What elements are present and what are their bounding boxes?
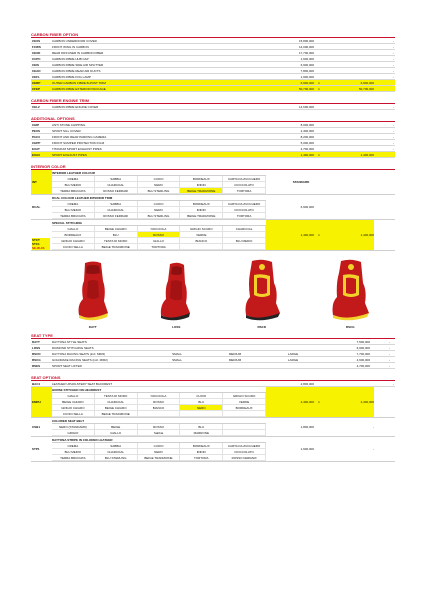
color-cell — [180, 411, 223, 417]
csb1-end: - — [373, 425, 374, 429]
color-cell: BLU — [180, 399, 223, 405]
option-price: 2,400,000 — [300, 128, 314, 133]
seat-size-small: SMALL — [172, 357, 182, 362]
option-code: CEXD — [32, 50, 41, 55]
option-price: 8,200,000 — [300, 134, 314, 139]
seat-type-price: 7,700,000 — [356, 351, 370, 356]
color-cell — [223, 411, 266, 417]
option-code: EXAT — [32, 146, 40, 151]
bac1-price: 2,800,000 — [300, 381, 314, 386]
color-cell: CHARCOAL — [95, 399, 138, 405]
color-cell: BLU — [95, 232, 138, 238]
color-cell: BEIGE CHIARO — [52, 399, 95, 405]
option-price: 1,900,000 — [300, 74, 314, 79]
option-price: 6,900,000 — [300, 62, 314, 67]
seat-type-code: RSES — [32, 363, 41, 368]
color-cell: BLU MEDIO — [52, 207, 95, 213]
section-title-carbon-engine: CARBON FIBER ENGINE TRIM — [31, 98, 395, 104]
color-cell: TORTORA — [223, 213, 266, 219]
seat-type-code: RSCD — [32, 351, 41, 356]
option-desc: CARBON FIBRE SIDE AIR SPLITTER — [52, 62, 104, 67]
seat-type-price: 4,600,000 — [356, 357, 370, 362]
emph-block — [31, 387, 395, 418]
color-cell: BEIGE CHIARO — [95, 405, 138, 411]
interior-leather-block — [31, 170, 395, 195]
emph-header: HORSE STITCHED ON HEADREST — [52, 387, 266, 393]
option-price: 15,800,000 — [298, 38, 314, 43]
color-cell: CHARCOAL — [95, 182, 138, 188]
option-price: 8,000,000 — [300, 122, 314, 127]
color-cell: CUOIO SELLA — [52, 244, 95, 250]
option-code: EXA3 — [32, 152, 40, 157]
dual-price: 6,900,000 — [300, 205, 314, 209]
option-price: 1,600,000 — [300, 56, 314, 61]
option-desc: ANTI STONE CHIPPING — [52, 122, 86, 127]
option-price: 14,000,000 — [298, 44, 314, 49]
seat-size-large: LARGE — [287, 351, 299, 356]
color-cell — [223, 244, 266, 250]
option-end: - — [393, 74, 394, 79]
int-code: INT — [31, 170, 52, 194]
seat-rscg-icon — [327, 259, 373, 323]
color-cell: BEIGE TRADIZIONE — [138, 455, 181, 461]
color-cell: BEIGE — [95, 424, 138, 430]
color-cell: TERRA BRUCIATA — [52, 188, 95, 194]
option-desc: CARBON FIBRE EXTERIOR PACKAGE — [52, 86, 106, 91]
option-desc: OUTER CARBON FIBRE B-POST TRIM — [52, 80, 106, 85]
option-end: - — [393, 128, 394, 133]
seat-type-end: - — [389, 339, 390, 344]
option-code: CFEP — [32, 86, 41, 91]
option-qty: 1 — [318, 80, 320, 85]
dual-header: DUAL COLOUR LEATHER INTERIOR TRIM — [52, 195, 266, 201]
seat-type-desc: SPORT SEAT LIFTER — [52, 363, 82, 368]
color-cell: GIALLO — [52, 393, 95, 399]
option-row — [31, 104, 395, 110]
color-cell: IRIDIO — [180, 182, 223, 188]
int-header: INTERIOR LEATHER COLOUR — [52, 170, 266, 176]
color-cell: GIALLO — [95, 430, 138, 436]
stp1-code: STP1 — [32, 447, 40, 451]
color-cell: Sabbia — [138, 430, 181, 436]
color-cell: ROSSO — [138, 232, 181, 238]
seat-type-price: 7,500,000 — [356, 339, 370, 344]
option-end: - — [393, 134, 394, 139]
color-cell: CIOCCOLATO — [223, 207, 266, 213]
seat-picture-dayt — [73, 261, 113, 329]
option-desc: SPORT EXHAUST PIPES — [52, 152, 87, 157]
option-code: CEAD — [32, 68, 41, 73]
seat-picture-rscd — [240, 259, 284, 329]
seat-label-rscd: RSCD — [257, 325, 266, 329]
seat-type-row — [31, 363, 395, 369]
color-cell: NERO — [138, 207, 181, 213]
option-price: 5,000,000 — [300, 140, 314, 145]
seat-type-end: - — [389, 357, 390, 362]
csb1-code: CSB1 — [32, 425, 41, 429]
seat-size-medium: MEDIUM — [228, 351, 242, 356]
stitch-header: SPECIAL STITCHING — [52, 220, 266, 226]
color-cell: BLU MEDIO — [223, 238, 266, 244]
color-cell: ROSSO FERRARI — [223, 455, 266, 461]
stitch-color-grid — [52, 226, 266, 250]
emph-total: 2,400,000 — [324, 387, 374, 417]
option-price: 14,600,000 — [298, 104, 314, 109]
dual-color-grid — [52, 201, 266, 219]
option-price: 4,700,000 — [300, 146, 314, 151]
stp1-price: 1,600,000 — [300, 447, 314, 451]
emph-code: EMPH — [31, 387, 52, 417]
option-code: CEFL — [32, 74, 40, 79]
color-cell: BLU STERLING — [138, 188, 181, 194]
stitch-total: 1,400,000 — [324, 220, 374, 250]
seat-type-code: LOSS — [32, 345, 41, 350]
option-desc: TITANIUM SPORT EXHAUST PIPES — [52, 146, 102, 151]
color-cell: GIALLO — [52, 226, 95, 232]
color-cell: NERO — [138, 182, 181, 188]
bac1-end: - — [393, 381, 394, 386]
seat-type-end: - — [389, 363, 390, 368]
option-end: - — [393, 38, 394, 43]
color-cell: GRIGIO CHIARO — [52, 238, 95, 244]
color-cell: BEIGE CHIARO — [95, 226, 138, 232]
color-cell: GRIGIO CHIARO — [52, 405, 95, 411]
option-desc: CARBON FIBRE HUB CAP — [52, 56, 89, 61]
bac1-desc: LEATHER UPHOLSTERY SEAT BACKREST — [52, 381, 113, 386]
section-title-interior: INTERIOR COLOR — [31, 164, 395, 170]
color-cell: CARTA DA ZUCCHERO — [223, 201, 266, 207]
color-cell: CARTA DA ZUCCHERO — [223, 443, 266, 449]
seat-rscd-icon — [240, 259, 284, 323]
option-desc: FRONT SUMPER PROTECTION FILM — [52, 140, 105, 145]
csb1-block — [31, 418, 395, 437]
option-qty: 1 — [318, 86, 320, 91]
color-cell: TERRA BRUCIATA — [52, 455, 95, 461]
color-cell: BIANCO — [138, 405, 181, 411]
stitch-qty: 1 — [314, 220, 324, 250]
option-row — [31, 152, 395, 158]
seat-label-dayt: DAYT — [88, 325, 97, 329]
option-row — [31, 86, 395, 92]
color-cell: BEIGE TRADIZIONE — [95, 244, 138, 250]
option-price: 1,400,000 — [300, 152, 314, 157]
stitch-code-3: SE-W-4S — [32, 246, 50, 250]
option-price: 6,900,000 — [300, 80, 314, 85]
color-cell: NERO — [180, 405, 223, 411]
color-cell: VERDE — [180, 232, 223, 238]
seat-type-end: - — [389, 351, 390, 356]
color-cell: CUOIO — [180, 393, 223, 399]
color-cell — [180, 244, 223, 250]
option-code: PEXS — [32, 128, 41, 133]
option-desc: CARBON UNDERDOOR COVER — [52, 38, 97, 43]
seat-type-desc: DAYTONA RACING SEATS (incl. MIR2) — [52, 351, 106, 356]
int-color-grid — [52, 176, 266, 194]
color-cell: BORDEAUX — [180, 201, 223, 207]
seat-type-desc: GOLDRAKE RACING SEATS (incl. MIR2) — [52, 357, 108, 362]
emph-price: 2,400,000 — [266, 387, 314, 417]
stitch-price: 1,400,000 — [266, 220, 314, 250]
price-sheet — [31, 28, 395, 462]
color-cell: MARRONE — [180, 430, 223, 436]
color-cell: ROSSO — [138, 424, 181, 430]
option-end: - — [393, 146, 394, 151]
seat-loss-icon — [156, 261, 196, 323]
color-cell: BEIGE TRADIZIONE — [95, 411, 138, 417]
color-cell: CREMA — [52, 443, 95, 449]
seat-type-price: 6,900,000 — [356, 345, 370, 350]
color-cell: CIOCCOLATO — [223, 182, 266, 188]
option-code: CHPP — [32, 140, 41, 145]
option-desc: CARBON FIBRE REAR AIR DUCTS — [52, 68, 101, 73]
option-end: - — [393, 68, 394, 73]
section-title-carbon-fiber: CARBON FIBER OPTION — [31, 32, 395, 38]
color-cell: ROSSO FERRARI — [95, 213, 138, 219]
color-cell: CREMA — [52, 201, 95, 207]
color-cell: BEIGE TRADIZIONE — [180, 213, 223, 219]
option-code: CUPC — [32, 56, 41, 61]
color-cell: CUOIO — [138, 201, 181, 207]
option-code: FCWS — [32, 44, 41, 49]
color-cell: NERO (STANDARD) — [52, 424, 95, 430]
color-cell: IRIDIO — [180, 207, 223, 213]
color-cell: CUOIO — [138, 176, 181, 182]
color-cell: BIANCO — [180, 238, 223, 244]
color-cell: GRIGIO — [52, 430, 95, 436]
csb1-price: 1,800,000 — [300, 425, 314, 429]
color-cell: BORDEAUX — [223, 405, 266, 411]
int-standard-note: STANDARD — [292, 180, 310, 184]
color-cell: CREMA — [52, 176, 95, 182]
color-cell: CARTA DA ZUCCHERO — [223, 176, 266, 182]
color-cell: GRIGIO SCURO — [180, 226, 223, 232]
option-price: 50,700,000 — [298, 86, 314, 91]
color-cell: ROSSO — [138, 399, 181, 405]
csb1-color-grid — [52, 424, 266, 436]
option-code: CERP — [32, 80, 41, 85]
section-title-seat-type: SEAT TYPE — [31, 333, 395, 339]
color-cell: TERRA BRUCIATA — [52, 213, 95, 219]
dual-leather-block — [31, 195, 395, 220]
option-end: - — [393, 44, 394, 49]
color-cell: BORDEAUX — [52, 232, 95, 238]
dual-code: DUAL — [32, 205, 41, 209]
color-cell: CUOIO — [138, 443, 181, 449]
carbon-fiber-rows — [31, 38, 395, 92]
seat-size-large: LARGE — [287, 357, 299, 362]
color-cell — [223, 430, 266, 436]
section-title-seat-options: SEAT OPTIONS — [31, 375, 395, 381]
color-cell: CHARCOAL — [95, 449, 138, 455]
seat-pictures — [31, 259, 395, 329]
seat-dayt-icon — [73, 261, 113, 323]
color-cell: BLU STERLING — [138, 213, 181, 219]
color-cell: VERDE — [223, 399, 266, 405]
color-cell: NOCCIOLA — [138, 393, 181, 399]
color-cell: GRIGIO SCURO — [223, 393, 266, 399]
color-cell: TORTORA — [180, 455, 223, 461]
color-cell: CHARCOAL — [223, 226, 266, 232]
option-end: - — [393, 56, 394, 61]
csb1-header: COLORED SEAT BELT — [52, 418, 266, 424]
color-cell: NERO — [138, 449, 181, 455]
stitch-code-2: STC1 — [32, 242, 50, 246]
option-desc: CARBON FIBRE ENGINE COVER — [52, 104, 99, 109]
stp1-color-grid — [52, 443, 266, 461]
seat-type-rows — [31, 339, 395, 369]
color-cell: SABBIA — [95, 201, 138, 207]
option-code: CEIS — [32, 62, 40, 67]
color-cell: BLU STERLING — [95, 455, 138, 461]
option-code: CHIP — [32, 122, 40, 127]
option-total: 1,400,000 — [360, 152, 374, 157]
stp1-block — [31, 437, 395, 462]
color-cell: BORDEAUX — [180, 176, 223, 182]
color-cell: IRIDIO — [180, 449, 223, 455]
option-desc: SPORT SILL COVER — [52, 128, 81, 133]
option-price: 17,700,000 — [298, 50, 314, 55]
color-cell: BLU MEDIO — [52, 449, 95, 455]
stp1-end: - — [373, 447, 374, 451]
color-cell: TESTA DI MORO — [95, 238, 138, 244]
section-title-additional: ADDITIONAL OPTIONS — [31, 116, 395, 122]
color-cell: TORTORA — [138, 244, 181, 250]
stitch-code-1: STCT — [32, 238, 50, 242]
option-code: CEXS — [32, 38, 41, 43]
option-end: - — [393, 140, 394, 145]
option-desc: FRONT WING IN CARBON — [52, 44, 89, 49]
color-cell: BEIGE TRADIZIONE — [180, 188, 223, 194]
option-price: 7,800,000 — [300, 68, 314, 73]
option-end: - — [393, 104, 394, 109]
option-total: 6,900,000 — [360, 80, 374, 85]
option-total: 50,700,000 — [358, 86, 374, 91]
option-code: CEL2 — [32, 104, 40, 109]
option-qty: 1 — [318, 152, 320, 157]
seat-picture-rscg — [327, 259, 373, 329]
color-cell: ROSSO FERRARI — [95, 188, 138, 194]
color-cell — [138, 411, 181, 417]
option-code: PAC3 — [32, 134, 40, 139]
seat-size-medium: MEDIUM — [228, 357, 242, 362]
seat-picture-loss — [156, 261, 196, 329]
color-cell: BORDEAUX — [180, 443, 223, 449]
color-cell: TESTA DI MORO — [95, 393, 138, 399]
option-desc: CARBON FIBRE FOG LAMP — [52, 74, 91, 79]
option-desc: FRONT AND REAR PARKING CAMERA — [52, 134, 107, 139]
color-cell: SABBIA — [95, 443, 138, 449]
color-cell: CHARCOAL — [95, 207, 138, 213]
emph-color-grid — [52, 393, 266, 417]
emph-qty: 1 — [314, 387, 324, 417]
color-cell: NOCCIOLA — [138, 226, 181, 232]
option-end: - — [393, 62, 394, 67]
option-desc: REAR DIFFUSER IN CARBON FIBER — [52, 50, 104, 55]
stitching-block — [31, 220, 395, 251]
bac1-code: BAC1 — [32, 381, 41, 386]
seat-type-code: RSCG — [32, 357, 41, 362]
color-cell: TORTORA — [223, 188, 266, 194]
option-end: - — [393, 122, 394, 127]
seat-label-loss: LOSS — [172, 325, 181, 329]
color-cell: CUOIO SELLA — [52, 411, 95, 417]
stp1-header: DAYTONA STRIPE IN COLORED LEATHER — [52, 437, 266, 443]
seat-label-rscg: RSCG — [345, 325, 355, 329]
seat-type-price: 4,700,000 — [356, 363, 370, 368]
color-cell: BLU — [180, 424, 223, 430]
color-cell: BLU MEDIO — [52, 182, 95, 188]
seat-type-desc: DAYTONA STYLE SEATS — [52, 339, 87, 344]
carbon-engine-rows — [31, 104, 395, 110]
color-cell: GIALLO — [138, 238, 181, 244]
option-end: - — [393, 50, 394, 55]
color-cell: SABBIA — [95, 176, 138, 182]
seat-type-end: - — [389, 345, 390, 350]
seat-type-desc: DIAMOND STITCHING SEATS — [52, 345, 94, 350]
additional-rows — [31, 122, 395, 158]
seat-type-code: DAYT — [32, 339, 40, 344]
seat-size-small: SMALL — [172, 351, 182, 356]
color-cell: CIOCCOLATO — [223, 449, 266, 455]
